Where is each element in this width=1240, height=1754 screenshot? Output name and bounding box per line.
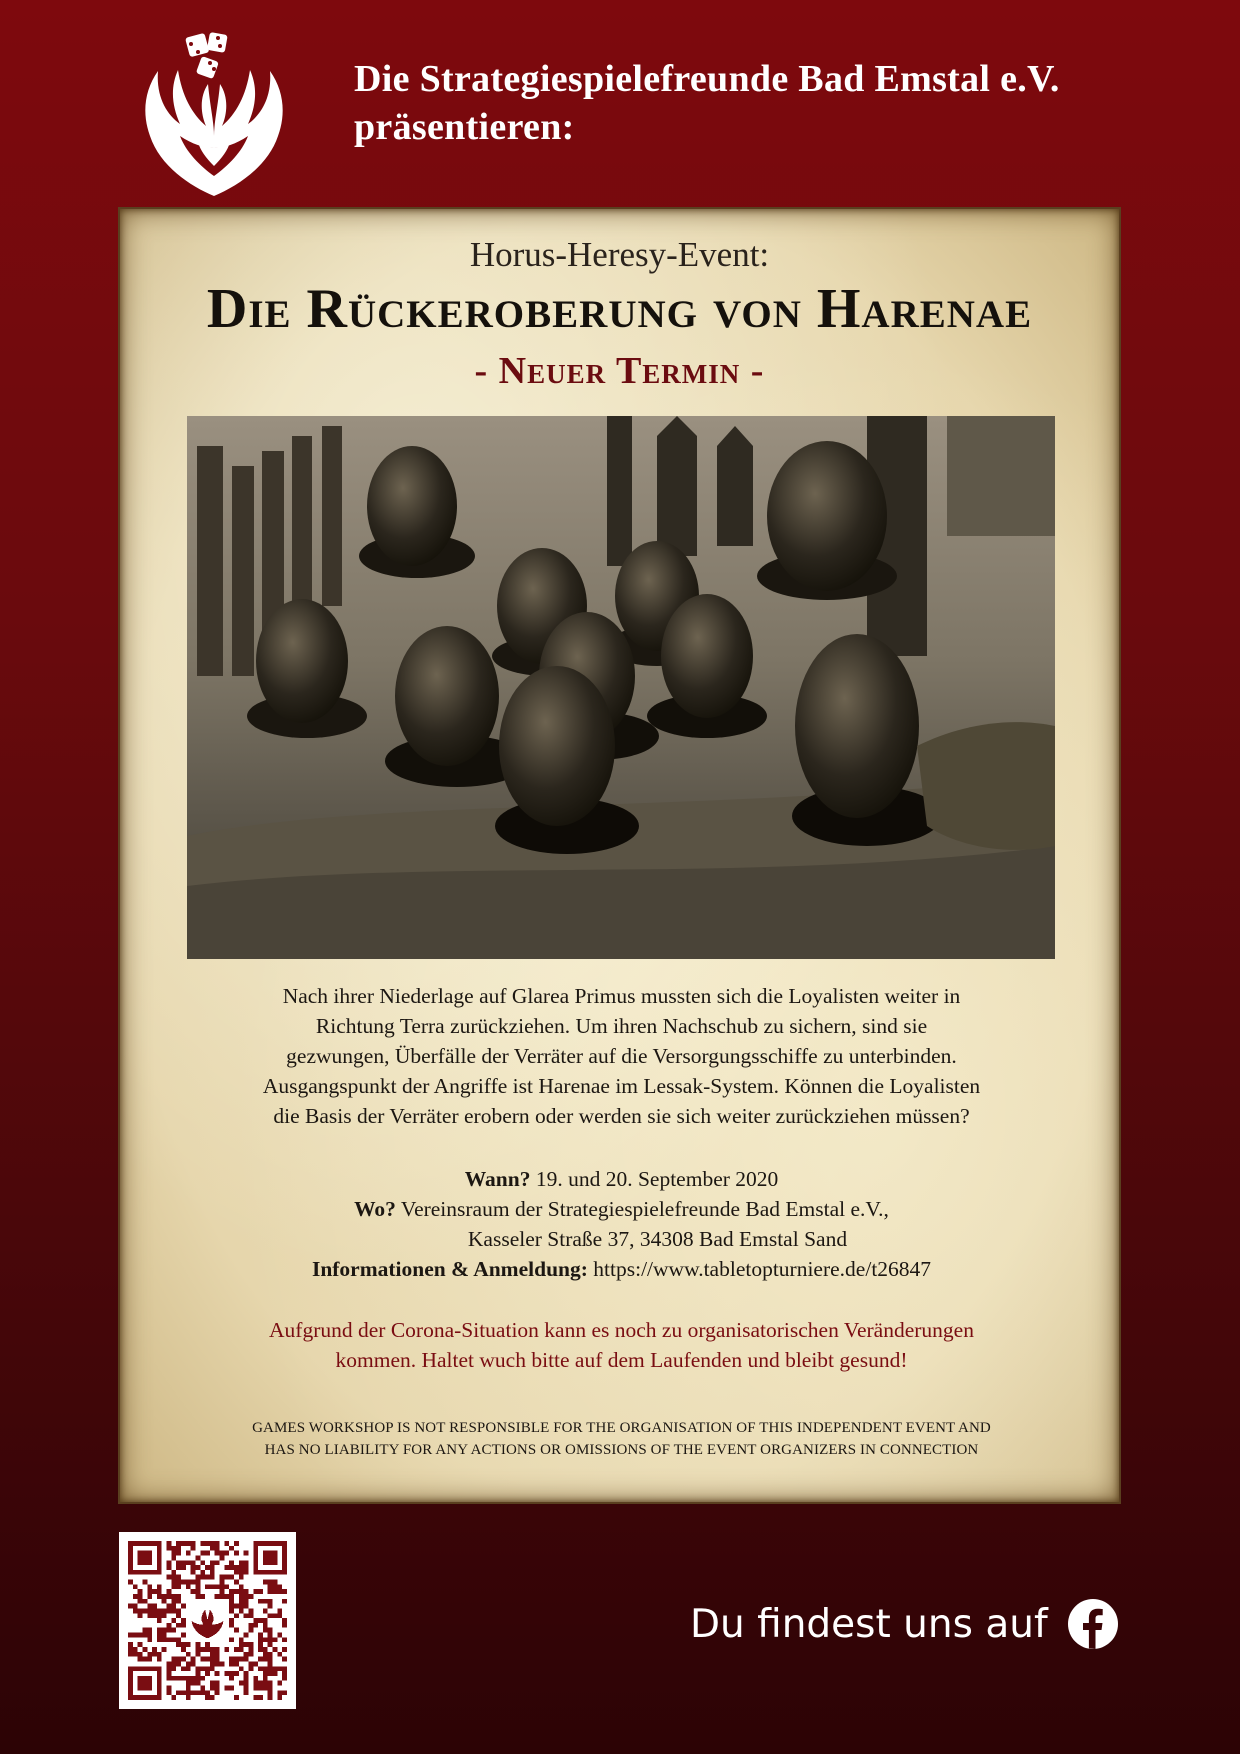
registration-row (160, 1254, 1083, 1284)
organizer-heading (354, 55, 1060, 151)
description-line: Nach ihrer Niederlage auf Glarea Primus mussten sich die Loyalisten weiter in (282, 984, 961, 1008)
where-value: Vereinsraum der Strategiespielefreunde Bad Emstal e.V., (400, 1197, 889, 1221)
games-workshop-disclaimer (160, 1417, 1083, 1461)
description-line: die Basis der Verräter erobern oder werden sie sich weiter zurückziehen müssen? (273, 1104, 970, 1128)
disclaimer-line: HAS NO LIABILITY FOR ANY ACTIONS OR OMISSIONS OF THE EVENT ORGANIZERS IN CONNECTION (264, 1442, 979, 1458)
when-value: 19. und 20. September 2020 (535, 1167, 779, 1191)
where-row (160, 1194, 1083, 1224)
facebook-icon[interactable] (1068, 1599, 1118, 1649)
event-subtitle: Horus-Heresy-Event: (469, 235, 770, 274)
event-info (160, 1164, 1083, 1284)
disclaimer-line: GAMES WORKSHOP IS NOT RESPONSIBLE FOR THE ORGANISATION OF THIS INDEPENDENT EVENT AND (252, 1420, 991, 1436)
qr-code-icon (128, 1541, 287, 1700)
club-logo-phoenix-icon (130, 26, 298, 201)
when-row (160, 1164, 1083, 1194)
event-description (160, 981, 1083, 1131)
notice-line: Aufgrund der Corona-Situation kann es noch zu organisatorischen Veränderungen (269, 1318, 974, 1342)
address-value: Kasseler Straße 37, 34308 Bad Emstal Sand (467, 1227, 848, 1251)
when-label: Wann? (464, 1167, 531, 1191)
presents-label: präsentieren: (354, 106, 575, 148)
new-date-tag: - Neuer Termin - (474, 350, 765, 392)
qr-code[interactable] (119, 1532, 296, 1709)
social-text: Du findest uns auf (690, 1601, 1048, 1647)
organizer-name: Die Strategiespielefreunde Bad Emstal e.V. (354, 58, 1060, 100)
description-line: Ausgangspunkt der Angriffe ist Harenae im Lessak-System. Können die Loyalisten (262, 1074, 981, 1098)
registration-label: Informationen & Anmeldung: (311, 1257, 588, 1281)
registration-link[interactable]: https://www.tabletopturniere.de/t26847 (593, 1257, 932, 1281)
event-flyer-paper (118, 207, 1121, 1504)
social-media-row[interactable] (690, 1596, 1118, 1652)
description-line: gezwungen, Überfälle der Verräter auf die Versorgungsschiffe zu unterbinden. (286, 1044, 957, 1068)
corona-notice (160, 1315, 1083, 1375)
event-title: Die Rückeroberung von Harenae (206, 278, 1033, 340)
notice-line: kommen. Haltet wuch bitte auf dem Laufenden und bleibt gesund! (335, 1348, 908, 1372)
address-row (160, 1224, 1083, 1254)
description-line: Richtung Terra zurückziehen. Um ihren Nachschub zu sichern, sind sie (315, 1014, 928, 1038)
where-label: Wo? (354, 1197, 396, 1221)
miniatures-photo (187, 416, 1055, 959)
